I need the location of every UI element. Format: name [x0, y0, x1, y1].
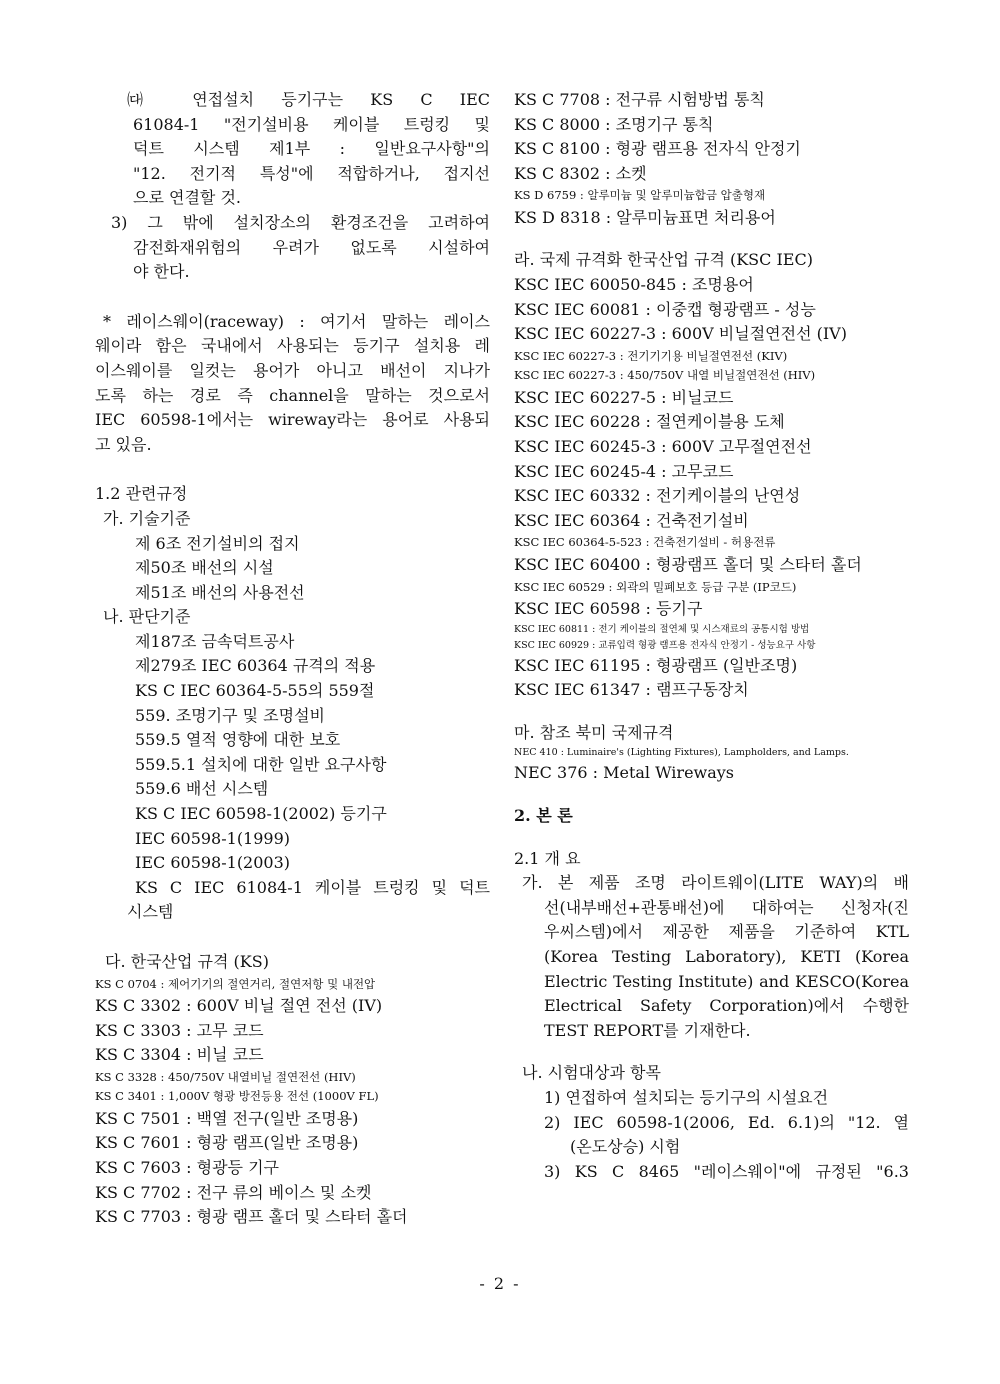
left-column	[95, 88, 490, 1230]
text-line: 가. 기술기준	[103, 508, 191, 528]
text-line: IEC 60598-1(2003)	[135, 853, 291, 873]
right-column	[514, 88, 909, 1184]
text-line: 다. 한국산업 규격 (KS)	[105, 952, 269, 971]
text-line: KS C IEC 60598-1(2002) 등기구	[135, 804, 387, 824]
text-line: IEC 60598-1에서는 wireway라는 용어로 사용되	[95, 410, 490, 430]
text-line: KSC IEC 60245-4 : 고무코드	[514, 461, 734, 481]
text-line: KSC IEC 60529 : 외곽의 밀폐보호 등급 구분 (IP코드)	[514, 579, 797, 594]
text-line: KSC IEC 60364 : 건축전기설비	[514, 510, 749, 530]
text-line: 나. 판단기준	[103, 607, 191, 627]
text-line: KS C 7603 : 형광등 기구	[95, 1158, 279, 1178]
text-line: KSC IEC 60227-5 : 비닐코드	[514, 387, 734, 407]
text-line: 559. 조명기구 및 조명설비	[135, 705, 325, 725]
text-line: 고 있음.	[95, 434, 152, 454]
text-line: (온도상승) 시험	[570, 1137, 681, 1157]
text-line: KS C IEC 60364-5-55의 559절	[135, 681, 375, 701]
text-line: 2.1 개 요	[514, 848, 581, 868]
text-line: KSC IEC 61195 : 형광램프 (일반조명)	[514, 655, 798, 675]
text-line: 제279조 IEC 60364 규격의 적용	[135, 656, 376, 676]
text-line: KSC IEC 60400 : 형광램프 홀더 및 스타터 홀더	[514, 554, 862, 574]
text-line: KS C 7601 : 형광 램프(일반 조명용)	[95, 1133, 359, 1153]
text-line: KS D 6759 : 알루미늄 및 알루미늄합금 압출형재	[514, 188, 766, 203]
text-line: KSC IEC 60811 : 전기 케이블의 절연체 및 시스재료의 공통시험 방법	[514, 623, 810, 635]
text-line: 도록 하는 경로 즉 channel을 말하는 것으로서	[95, 385, 490, 405]
text-line: 가. 본 제품 조명 라이트웨이(LITE WAY)의 배	[522, 873, 909, 893]
text-line: * 레이스웨이(raceway) : 여기서 말하는 레이스	[103, 311, 490, 331]
text-line: KS C 7708 : 전구류 시험방법 통칙	[514, 90, 765, 109]
text-line: TEST REPORT를 기재한다.	[544, 1020, 751, 1040]
text-line: 제 6조 전기설비의 접지	[135, 533, 300, 553]
text-line: Electric Testing Institute) and KESCO(Korea	[544, 971, 909, 991]
text-line: IEC 60598-1(1999)	[135, 828, 291, 848]
text-line: 마. 참조 북미 국제규격	[514, 722, 674, 742]
text-line: KS C IEC 61084-1 케이블 트렁킹 및 덕트	[135, 877, 490, 897]
text-line: 3) KS C 8465 "레이스웨이"에 규정된 "6.3	[544, 1161, 909, 1181]
text-line: NEC 410 : Luminaire's (Lighting Fixtures), Lampholders, and Lamps.	[514, 747, 849, 759]
text-line: KSC IEC 60228 : 절연케이블용 도체	[514, 412, 785, 432]
text-line: 제187조 금속덕트공사	[135, 631, 295, 651]
text-line: 2. 본 론	[514, 805, 573, 825]
text-line: 나. 시험대상과 항목	[522, 1063, 661, 1083]
text-line: ㈐ 연접설치 등기구는 KS C IEC	[127, 90, 490, 109]
text-line: 덕트 시스템 제1부 : 일반요구사항"의	[133, 139, 490, 159]
text-line: KS C 3303 : 고무 코드	[95, 1020, 264, 1040]
text-line: KS C 0704 : 제어기기의 절연거리, 절연저항 및 내전압	[95, 976, 376, 991]
page-number: - 2 -	[479, 1274, 521, 1293]
text-line: (Korea Testing Laboratory), KETI (Korea	[544, 946, 909, 966]
text-line: Electrical Safety Corporation)에서 수행한	[544, 996, 909, 1016]
text-line: KS C 7501 : 백열 전구(일반 조명용)	[95, 1108, 359, 1128]
text-line: 61084-1 "전기설비용 케이블 트렁킹 및	[133, 114, 490, 134]
text-line: KSC IEC 60227-3 : 전기기기용 비닐절연전선 (KIV)	[514, 348, 788, 363]
text-line: "12. 전기적 특성"에 적합하거나, 접지선	[133, 163, 490, 183]
text-line: KSC IEC 60364-5-523 : 건축전기설비 - 허용전류	[514, 535, 776, 550]
text-line: 시스템	[127, 902, 174, 922]
text-line: NEC 376 : Metal Wireways	[514, 763, 735, 783]
text-line: KS C 7703 : 형광 램프 홀더 및 스타터 홀더	[95, 1207, 408, 1227]
text-line: KSC IEC 60081 : 이중캡 형광램프 - 성능	[514, 299, 816, 319]
text-line: 3) 그 밖에 설치장소의 환경조건을 고려하여	[111, 212, 490, 232]
text-line: KS C 8100 : 형광 램프용 전자식 안정기	[514, 139, 801, 159]
text-line: 우씨스템)에서 제공한 제품을 기준하여 KTL	[544, 922, 909, 942]
text-line: 으로 연결할 것.	[133, 188, 241, 208]
text-line: KSC IEC 60050-845 : 조명용어	[514, 275, 754, 295]
text-line: KS D 8318 : 알루미늄표면 처리용어	[514, 207, 776, 227]
text-line: KS C 8302 : 소켓	[514, 163, 647, 183]
text-line: KSC IEC 60598 : 등기구	[514, 599, 703, 618]
text-line: 야 한다.	[133, 262, 190, 282]
text-line: KSC IEC 60929 : 교류입력 형광 램프용 전자식 안정기 - 성능요구 사항	[514, 639, 816, 651]
text-line: 라. 국제 규격화 한국산업 규격 (KSC IEC)	[514, 250, 813, 270]
text-line: 감전화재위험의 우려가 없도록 시설하여	[133, 237, 490, 257]
text-line: 이스웨이를 일컷는 용어가 아니고 배선이 지나가	[95, 360, 490, 380]
text-line: 2) IEC 60598-1(2006, Ed. 6.1)의 "12. 열	[544, 1112, 909, 1132]
text-line: 1.2 관련규정	[95, 484, 188, 504]
text-line: 제50조 배선의 시설	[135, 558, 274, 578]
text-line: 웨이라 함은 국내에서 사용되는 등기구 설치용 레	[95, 336, 490, 356]
text-line: KS C 7702 : 전구 류의 베이스 및 소켓	[95, 1182, 372, 1202]
text-line: KS C 3401 : 1,000V 형광 방전등용 전선 (1000V FL)	[95, 1089, 379, 1104]
text-line: KS C 3302 : 600V 비닐 절연 전선 (IV)	[95, 996, 383, 1016]
text-line: 제51조 배선의 사용전선	[135, 582, 305, 602]
text-line: 1) 연접하여 설치되는 등기구의 시설요건	[544, 1087, 829, 1107]
text-line: 선(내부배선+관통배선)에 대하여는 신청자(진	[544, 897, 909, 917]
text-line: 559.6 배선 시스템	[135, 779, 269, 799]
text-line: KS C 8000 : 조명기구 통칙	[514, 114, 714, 134]
text-line: 559.5.1 설치에 대한 일반 요구사항	[135, 754, 387, 774]
text-line: KSC IEC 60227-3 : 450/750V 내열 비닐절연전선 (HIV)	[514, 368, 816, 383]
text-line: KS C 3304 : 비닐 코드	[95, 1045, 264, 1065]
text-line: KSC IEC 60227-3 : 600V 비닐절연전선 (IV)	[514, 324, 847, 344]
text-line: KSC IEC 60245-3 : 600V 고무절연전선	[514, 437, 812, 457]
text-line: 559.5 열적 영향에 대한 보호	[135, 730, 341, 750]
text-line: KSC IEC 60332 : 전기케이블의 난연성	[514, 486, 801, 506]
text-line: KSC IEC 61347 : 램프구동장치	[514, 680, 749, 700]
text-line: KS C 3328 : 450/750V 내열비닐 절연전선 (HIV)	[95, 1069, 356, 1084]
